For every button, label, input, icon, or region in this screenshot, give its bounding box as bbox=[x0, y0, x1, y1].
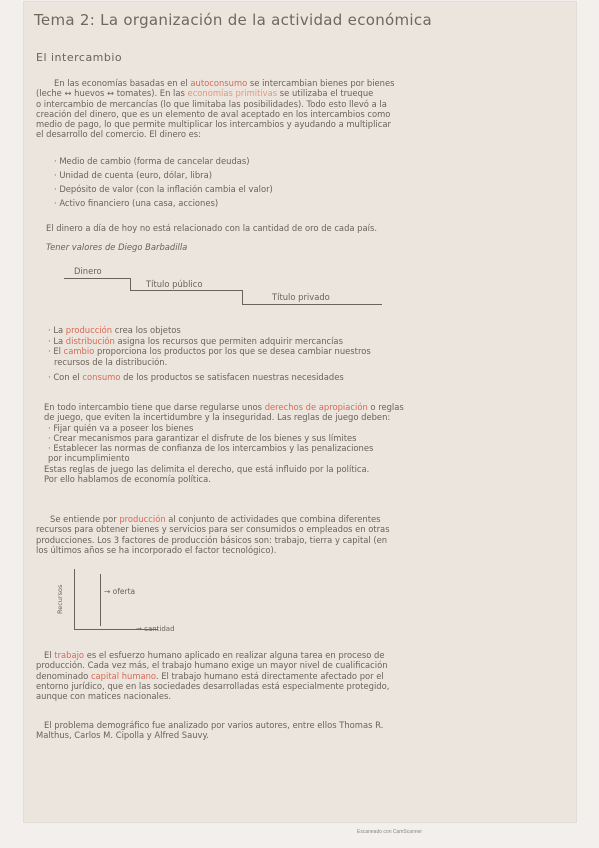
list-item: · La producción crea los objetos bbox=[48, 325, 181, 335]
list-item: · El cambio proporciona los productos por los que se desea cambiar nuestros bbox=[48, 346, 371, 356]
labour-line: aunque con matices nacionales. bbox=[36, 691, 172, 702]
supply-curve bbox=[100, 574, 101, 626]
labour-line: denominado capital humano. El trabajo humano está directamente afectado por el bbox=[36, 670, 384, 681]
money-functions-list bbox=[54, 154, 576, 210]
y-axis bbox=[74, 569, 75, 629]
intro-line: medio de pago, lo que permite multiplicar los intercambios y ayudando a multiplicar bbox=[36, 119, 391, 130]
labour-paragraph bbox=[36, 650, 564, 701]
production-line: Se entiende por producción al conjunto de actividades que combina diferentes bbox=[50, 514, 381, 524]
scanner-watermark: Escaneado con CamScanner bbox=[357, 829, 423, 835]
step-line bbox=[64, 278, 130, 279]
rules-line: Por ello hablamos de economía política. bbox=[44, 474, 211, 485]
production-line: recursos para obtener bienes y servicios para ser consumidos o empleados en otras bbox=[36, 524, 390, 535]
labour-line: entorno jurídico, que en las sociedades desarrolladas está especialmente protegido, bbox=[36, 680, 390, 691]
intro-paragraph bbox=[36, 78, 564, 140]
step-line bbox=[242, 290, 243, 304]
list-item: · Unidad de cuenta (euro, dólar, libra) bbox=[54, 170, 213, 180]
rules-paragraph bbox=[44, 402, 572, 484]
subnote: Tener valores de Diego Barbadilla bbox=[46, 242, 188, 252]
list-item: · Establecer las normas de confianza de los intercambios y las penalizaciones bbox=[48, 443, 374, 454]
demography-line: Malthus, Carlos M. Cipolla y Alfred Sauvy. bbox=[36, 730, 209, 741]
rules-line: Estas reglas de juego las delimita el derecho, que está influido por la política. bbox=[44, 463, 370, 474]
curve-label: → oferta bbox=[104, 587, 136, 596]
list-item: · Activo financiero (una casa, acciones) bbox=[54, 198, 219, 208]
list-item: por incumplimiento bbox=[48, 453, 130, 464]
step-label: Dinero bbox=[74, 266, 102, 276]
page-title: Tema 2: La organización de la actividad económica bbox=[34, 11, 432, 29]
intro-line: o intercambio de mercancías (lo que limitaba las posibilidades). Todo esto llevó a la bbox=[36, 98, 387, 109]
production-paragraph bbox=[36, 514, 564, 555]
list-item: · Fijar quién va a poseer los bienes bbox=[48, 422, 194, 433]
section-heading: El intercambio bbox=[36, 51, 123, 64]
rules-line: En todo intercambio tiene que darse regularse unos derechos de apropiación o reglas bbox=[44, 402, 404, 412]
demography-paragraph bbox=[36, 720, 564, 741]
intro-line: (leche ↔ huevos ↔ tomates). En las economías primitivas se utilizaba el trueque bbox=[36, 88, 374, 99]
economic-roles-list bbox=[48, 325, 576, 383]
demography-line: El problema demográfico fue analizado por varios autores, entre ellos Thomas R. bbox=[44, 720, 384, 730]
step-label: Título público bbox=[146, 279, 203, 289]
list-item: · Crear mecanismos para garantizar el disfrute de los bienes y sus límites bbox=[48, 432, 357, 443]
y-axis-label: Recursos bbox=[56, 584, 64, 614]
production-line: los últimos años se ha incorporado el factor tecnológico). bbox=[36, 544, 277, 555]
intro-line: creación del dinero, que es un elemento de aval aceptado en los intercambios como bbox=[36, 108, 391, 119]
labour-line: producción. Cada vez más, el trabajo humano exige un mayor nivel de cualificación bbox=[36, 660, 388, 671]
list-item: · Depósito de valor (con la inflación cambia el valor) bbox=[54, 184, 273, 194]
step-line bbox=[242, 304, 382, 305]
money-note: El dinero a día de hoy no está relacionado con la cantidad de oro de cada país. bbox=[46, 223, 377, 233]
list-item: · Con el consumo de los productos se satisfacen nuestras necesidades bbox=[48, 372, 344, 382]
list-item: · Medio de cambio (forma de cancelar deudas) bbox=[54, 156, 250, 166]
rules-line: de juego, que eviten la incertidumbre y la inseguridad. Las reglas de juego deben: bbox=[44, 412, 391, 423]
step-line bbox=[130, 290, 242, 291]
step-label: Título privado bbox=[272, 292, 330, 302]
list-item: recursos de la distribución. bbox=[54, 356, 168, 367]
x-axis-label: → cantidad bbox=[136, 625, 175, 633]
labour-line: El trabajo es el esfuerzo humano aplicado en realizar alguna tarea en proceso de bbox=[44, 650, 385, 660]
list-item: · La distribución asigna los recursos que permiten adquirir mercancías bbox=[48, 335, 343, 346]
notebook-page bbox=[24, 2, 576, 822]
step-line bbox=[130, 278, 131, 290]
production-line: producciones. Los 3 factores de producción básicos son: trabajo, tierra y capital (en bbox=[36, 534, 388, 545]
intro-line: el desarrollo del comercio. El dinero es: bbox=[36, 129, 201, 140]
intro-line: En las economías basadas en el autoconsumo se intercambian bienes por bienes bbox=[54, 78, 395, 88]
